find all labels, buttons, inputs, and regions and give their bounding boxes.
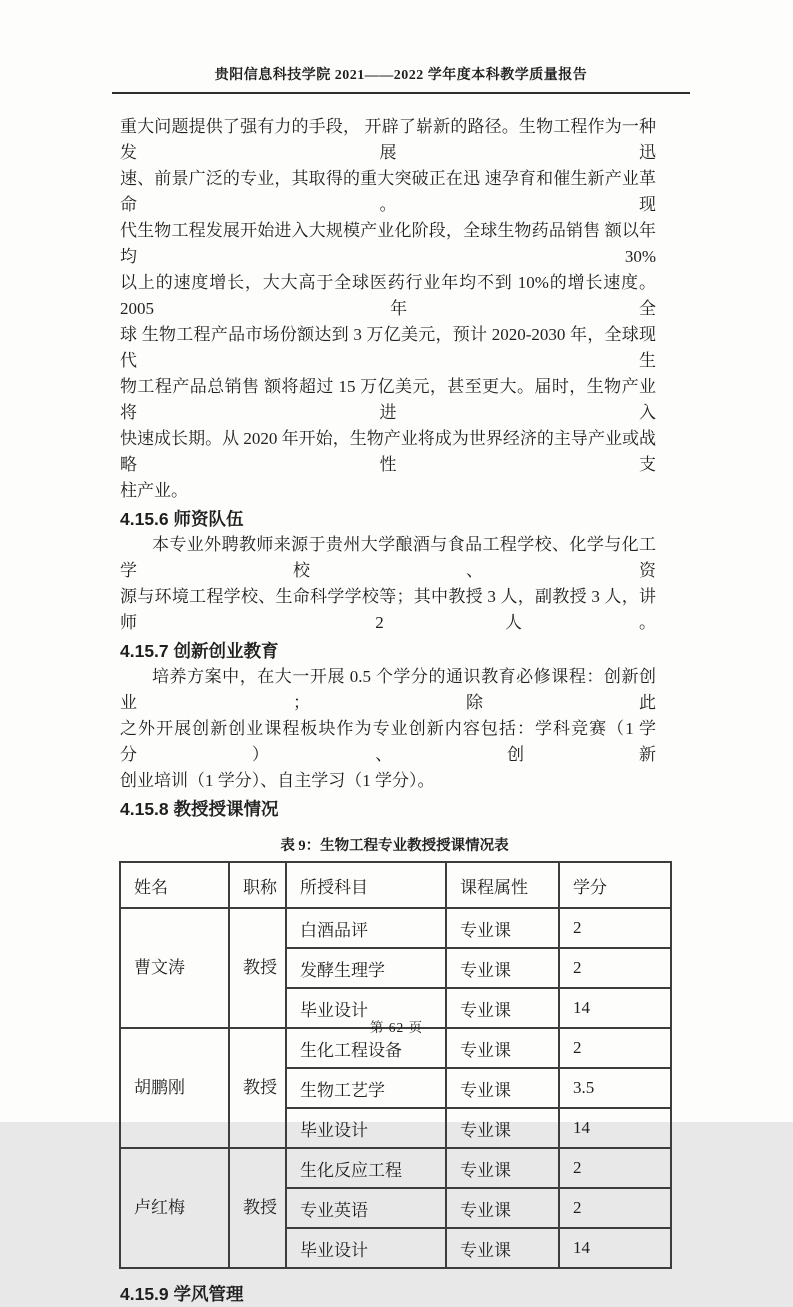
course-type-cell: 专业课 (446, 1228, 559, 1268)
course-cell: 毕业设计 (286, 988, 446, 1028)
section-heading-study-style: 4.15.9 学风管理 (120, 1284, 244, 1304)
credits-cell: 2 (559, 1188, 671, 1228)
page-number: 第 62 页 (369, 1020, 424, 1035)
col-header-credits: 学分 (559, 862, 671, 908)
credits-cell: 2 (559, 1028, 671, 1068)
course-cell: 专业英语 (286, 1188, 446, 1228)
paragraph-line: 速、前景广泛的专业，其取得的重大突破正在迅 速孕育和催生新产业革命。现 (120, 169, 656, 214)
paragraph-line: 快速成长期。从 2020 年开始，生物产业将成为世界经济的主导产业或战略性支 (120, 429, 656, 474)
paragraph-line: 以上的速度增长，大大高于全球医药行业年均不到 10%的增长速度。2005 年全 (120, 273, 656, 318)
course-type-cell: 专业课 (446, 1108, 559, 1148)
credits-cell: 2 (559, 948, 671, 988)
page-content (120, 114, 656, 1307)
course-type-cell: 专业课 (446, 1188, 559, 1228)
paragraph-faculty (120, 532, 656, 636)
teacher-name-cell: 曹文涛 (120, 908, 229, 1028)
table-header-row (120, 862, 671, 908)
paragraph-line: 之外开展创新创业课程板块作为专业创新内容包括：学科竞赛（1 学分）、创新 (120, 719, 656, 764)
professor-course-table (119, 861, 672, 1269)
paragraph-line: 柱产业。 (120, 481, 188, 500)
teacher-name-cell: 胡鹏刚 (120, 1028, 229, 1148)
paragraph-line: 本专业外聘教师来源于贵州大学酿酒与食品工程学校、化学与化工学校、资 (120, 535, 656, 580)
course-type-cell: 专业课 (446, 908, 559, 948)
col-header-course: 所授科目 (286, 862, 446, 908)
col-header-course-type: 课程属性 (446, 862, 559, 908)
paragraph-line: 创业培训（1 学分）、自主学习（1 学分）。 (120, 771, 435, 790)
course-type-cell: 专业课 (446, 988, 559, 1028)
paragraph-line: 代生物工程发展开始进入大规模产业化阶段，全球生物药品销售 额以年均 30% (120, 221, 656, 266)
section-heading-innovation: 4.15.7 创新创业教育 (120, 641, 279, 661)
paragraph-bioengineering (120, 114, 656, 504)
credits-cell: 14 (559, 1108, 671, 1148)
course-type-cell: 专业课 (446, 1028, 559, 1068)
paragraph-line: 物工程产品总销售 额将超过 15 万亿美元，甚至更大。届时，生物产业将进入 (120, 377, 656, 422)
course-type-cell: 专业课 (446, 1068, 559, 1108)
paragraph-line: 球 生物工程产品市场份额达到 3 万亿美元，预计 2020-2030 年，全球现代生 (120, 325, 656, 370)
table-row (120, 908, 671, 948)
course-cell: 白酒品评 (286, 908, 446, 948)
section-heading-professor-teaching: 4.15.8 教授授课情况 (120, 799, 279, 819)
teacher-name-cell: 卢红梅 (120, 1148, 229, 1268)
credits-cell: 3.5 (559, 1068, 671, 1108)
teacher-title-cell: 教授 (229, 908, 286, 1028)
paragraph-line: 培养方案中，在大一开展 0.5 个学分的通识教育必修课程：创新创业；除此 (120, 667, 656, 712)
report-title: 贵阳信息科技学院 2021——2022 学年度本科教学质量报告 (214, 68, 588, 83)
course-cell: 毕业设计 (286, 1228, 446, 1268)
section-heading-faculty: 4.15.6 师资队伍 (120, 509, 244, 529)
table-row (120, 1148, 671, 1188)
course-cell: 生化反应工程 (286, 1148, 446, 1188)
running-header (112, 64, 690, 94)
credits-cell: 14 (559, 1228, 671, 1268)
page-footer (0, 1016, 793, 1036)
course-type-cell: 专业课 (446, 948, 559, 988)
credits-cell: 2 (559, 908, 671, 948)
teacher-title-cell: 教授 (229, 1028, 286, 1148)
paragraph-innovation (120, 664, 656, 794)
course-cell: 生化工程设备 (286, 1028, 446, 1068)
paragraph-line: 重大问题提供了强有力的手段， 开辟了崭新的路径。生物工程作为一种发展迅 (120, 117, 656, 162)
teacher-title-cell: 教授 (229, 1148, 286, 1268)
course-type-cell: 专业课 (446, 1148, 559, 1188)
col-header-title: 职称 (229, 862, 286, 908)
col-header-name: 姓名 (120, 862, 229, 908)
course-cell: 生物工艺学 (286, 1068, 446, 1108)
course-cell: 毕业设计 (286, 1108, 446, 1148)
paragraph-line: 源与环境工程学校、生命科学学校等；其中教授 3 人，副教授 3 人，讲师 2 人。 (120, 587, 656, 632)
credits-cell: 2 (559, 1148, 671, 1188)
course-cell: 发酵生理学 (286, 948, 446, 988)
credits-cell: 14 (559, 988, 671, 1028)
table-caption: 表 9：生物工程专业教授授课情况表 (280, 838, 509, 854)
